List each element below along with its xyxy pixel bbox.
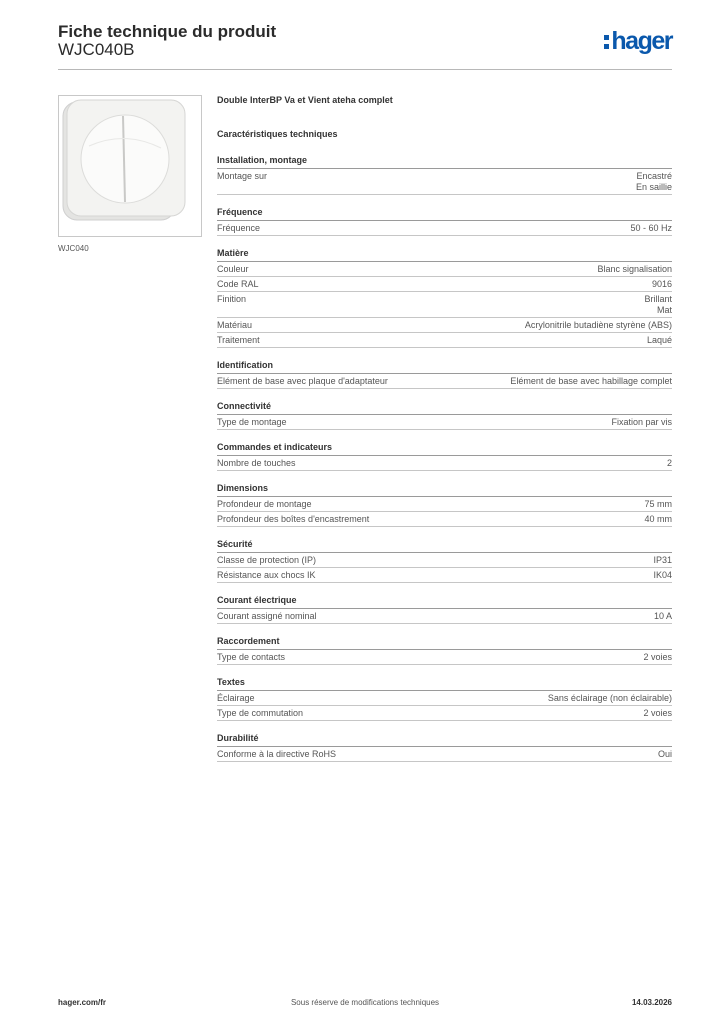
spec-value — [510, 376, 672, 387]
spec-label: Type de contacts — [217, 652, 286, 662]
spec-value-line: Blanc signalisation — [597, 264, 672, 274]
spec-section — [217, 677, 672, 721]
spec-value — [630, 223, 672, 234]
spec-row — [217, 747, 672, 762]
spec-label: Finition — [217, 294, 247, 304]
section-title: Dimensions — [217, 483, 672, 497]
spec-label: Classe de protection (IP) — [217, 555, 317, 565]
spec-value-line: Encastré — [636, 171, 672, 181]
spec-value-line: Fixation par vis — [611, 417, 672, 427]
spec-label: Couleur — [217, 264, 249, 274]
spec-row — [217, 497, 672, 512]
product-image — [58, 95, 202, 237]
spec-value-line: Laqué — [646, 335, 672, 345]
spec-label: Montage sur — [217, 171, 268, 181]
spec-label: Profondeur des boîtes d'encastrement — [217, 514, 370, 524]
document-title: Fiche technique du produit — [58, 22, 277, 41]
spec-label: Matériau — [217, 320, 253, 330]
spec-label: Conforme à la directive RoHS — [217, 749, 337, 759]
spec-row — [217, 706, 672, 721]
spec-section — [217, 539, 672, 583]
spec-row — [217, 568, 672, 583]
spec-value-line: 75 mm — [644, 499, 672, 509]
footer-website: hager.com/fr — [58, 998, 107, 1007]
spec-value-line: IK04 — [653, 570, 672, 580]
spec-row — [217, 512, 672, 527]
spec-value-line: 10 A — [653, 611, 672, 621]
spec-section — [217, 248, 672, 348]
spec-label: Traitement — [217, 335, 260, 345]
spec-value — [658, 749, 672, 760]
spec-value — [654, 611, 672, 622]
spec-row — [217, 221, 672, 236]
section-title: Identification — [217, 360, 672, 374]
spec-value — [548, 693, 672, 704]
spec-section — [217, 207, 672, 236]
page-header — [58, 22, 672, 70]
spec-section — [217, 155, 672, 195]
spec-value-line: En saillie — [635, 182, 672, 192]
section-title: Textes — [217, 677, 672, 691]
spec-value-line: 9016 — [651, 279, 672, 289]
spec-row — [217, 374, 672, 389]
spec-label: Éclairage — [217, 693, 255, 703]
spec-row — [217, 292, 672, 318]
spec-section — [217, 595, 672, 624]
spec-label: Résistance aux chocs IK — [217, 570, 316, 580]
spec-value — [644, 514, 672, 525]
logo-colon-icon — [604, 33, 609, 51]
spec-value — [643, 652, 672, 663]
spec-value-line: Brillant — [644, 294, 672, 304]
spec-value-line: 40 mm — [644, 514, 672, 524]
spec-value — [525, 320, 672, 331]
double-switch-product-icon — [59, 96, 201, 236]
spec-row — [217, 650, 672, 665]
section-title: Durabilité — [217, 733, 672, 747]
product-name: Double InterBP Va et Vient ateha complet — [217, 95, 393, 105]
section-title: Installation, montage — [217, 155, 672, 169]
spec-value — [647, 335, 672, 346]
spec-row — [217, 169, 672, 195]
section-title: Raccordement — [217, 636, 672, 650]
spec-section — [217, 442, 672, 471]
section-title: Commandes et indicateurs — [217, 442, 672, 456]
spec-row — [217, 456, 672, 471]
spec-label: Code RAL — [217, 279, 259, 289]
spec-row — [217, 691, 672, 706]
spec-value — [597, 264, 672, 275]
spec-label: Type de montage — [217, 417, 287, 427]
spec-label: Elément de base avec plaque d'adaptateur — [217, 376, 388, 386]
spec-section — [217, 733, 672, 762]
hager-logo — [604, 27, 672, 56]
spec-value-line: Elément de base avec habillage complet — [510, 376, 672, 386]
spec-value-line: Oui — [657, 749, 672, 759]
spec-sections — [217, 155, 672, 762]
spec-row — [217, 277, 672, 292]
spec-value-line: Mat — [656, 305, 672, 315]
spec-value-line: Sans éclairage (non éclairable) — [547, 693, 672, 703]
spec-value-line: IP31 — [653, 555, 672, 565]
spec-value — [636, 171, 672, 193]
section-title: Courant électrique — [217, 595, 672, 609]
spec-section — [217, 483, 672, 527]
spec-section — [217, 636, 672, 665]
spec-row — [217, 262, 672, 277]
technical-characteristics-heading: Caractéristiques techniques — [217, 129, 338, 139]
spec-section — [217, 360, 672, 389]
spec-value — [653, 555, 672, 566]
spec-value-line: 2 voies — [643, 652, 672, 662]
spec-value — [667, 458, 672, 469]
spec-value-line: Acrylonitrile butadiène styrène (ABS) — [524, 320, 672, 330]
spec-value-line: 2 voies — [643, 708, 672, 718]
footer-date: 14.03.2026 — [631, 998, 672, 1007]
spec-value — [643, 708, 672, 719]
section-title: Fréquence — [217, 207, 672, 221]
spec-value — [652, 279, 672, 290]
spec-label: Type de commutation — [217, 708, 304, 718]
product-reference: WJC040B — [58, 40, 135, 59]
spec-value-line: 2 — [666, 458, 672, 468]
spec-label: Nombre de touches — [217, 458, 296, 468]
spec-row — [217, 318, 672, 333]
logo-text: hager — [611, 27, 672, 55]
image-caption: WJC040 — [58, 244, 89, 253]
spec-row — [217, 333, 672, 348]
spec-label: Profondeur de montage — [217, 499, 312, 509]
spec-label: Courant assigné nominal — [217, 611, 317, 621]
section-title: Matière — [217, 248, 672, 262]
spec-row — [217, 553, 672, 568]
spec-section — [217, 401, 672, 430]
section-title: Sécurité — [217, 539, 672, 553]
spec-label: Fréquence — [217, 223, 261, 233]
spec-value — [611, 417, 672, 428]
footer-notice: Sous réserve de modifications techniques — [290, 998, 440, 1007]
spec-value-line: 50 - 60 Hz — [630, 223, 672, 233]
spec-value — [653, 570, 672, 581]
spec-row — [217, 415, 672, 430]
spec-row — [217, 609, 672, 624]
spec-value — [644, 294, 672, 316]
spec-value — [644, 499, 672, 510]
section-title: Connectivité — [217, 401, 672, 415]
spec-content — [217, 95, 672, 774]
